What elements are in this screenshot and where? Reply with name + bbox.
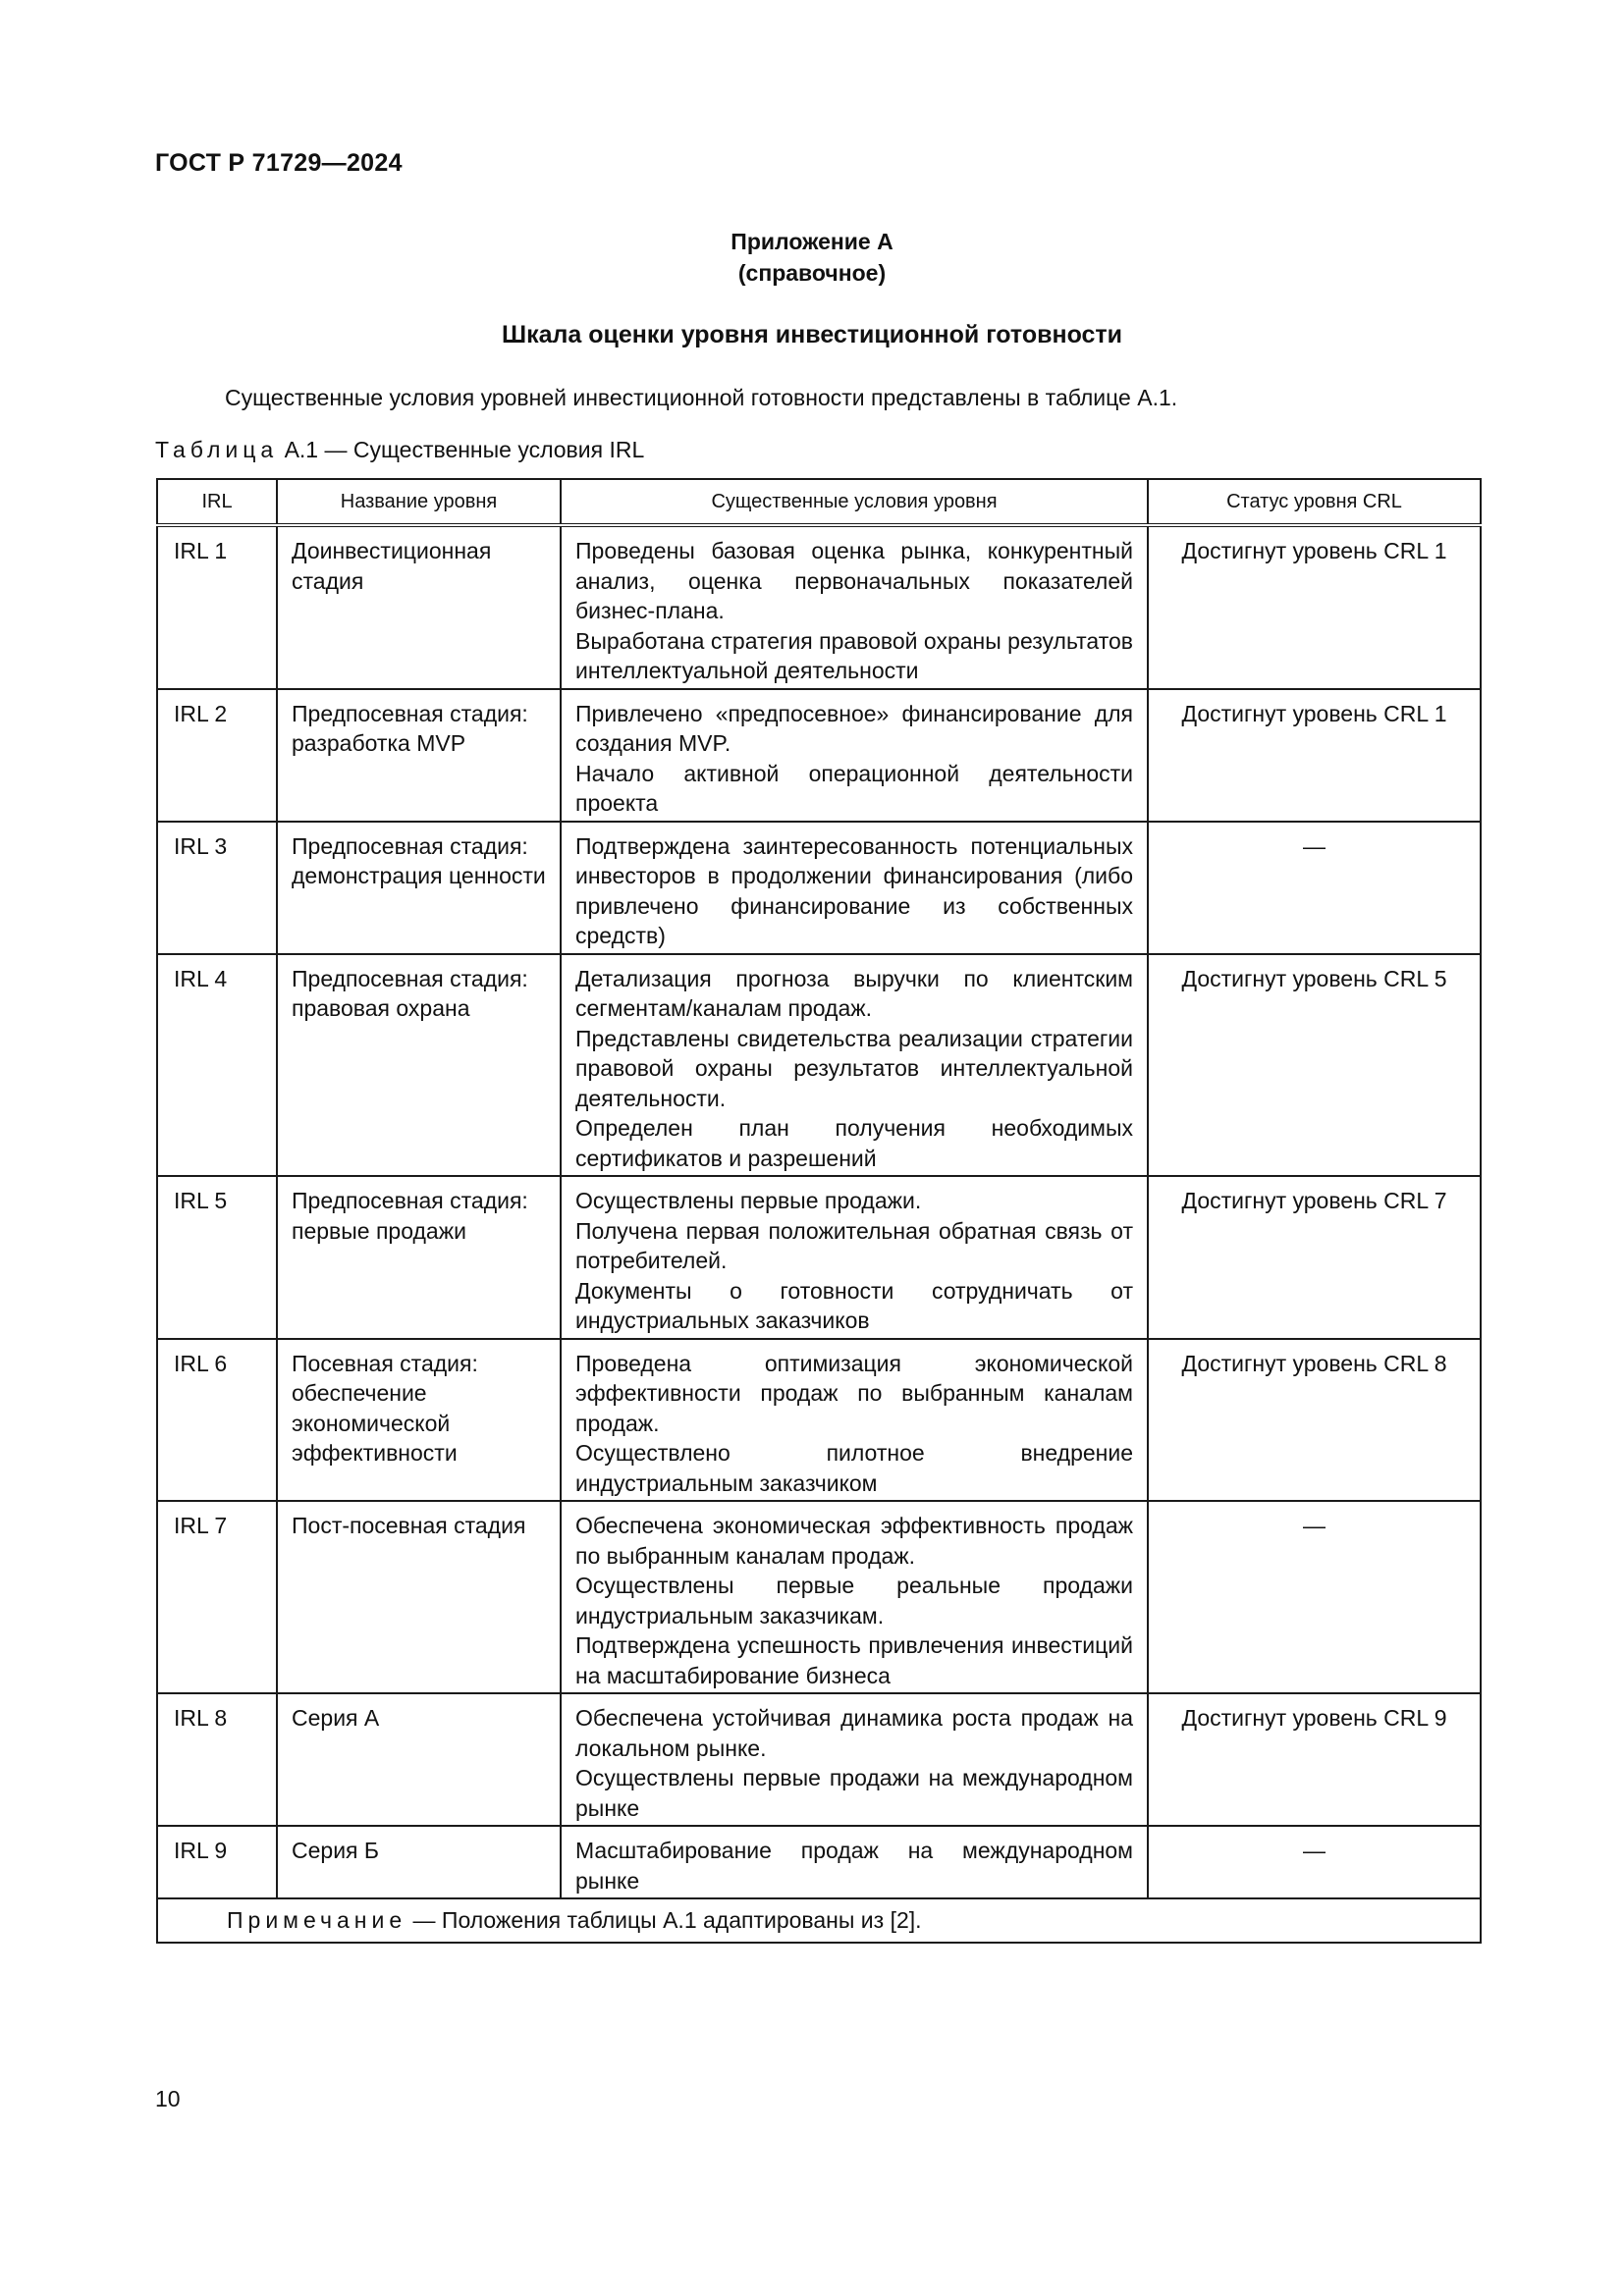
condition-text: Осуществлено пилотное внедрение индустриальным заказчиком [575, 1440, 1133, 1496]
condition-text: Обеспечена экономическая эффективность продаж по выбранным каналам продаж. [575, 1513, 1133, 1569]
irl-cell: IRL 4 [157, 954, 277, 1177]
level-name-cell: Доинвестиционная стадия [277, 525, 561, 689]
table-caption-text: А.1 — Существенные условия IRL [284, 437, 645, 462]
page-number: 10 [155, 2086, 181, 2111]
conditions-cell [561, 954, 1148, 1177]
table-note [157, 1898, 1481, 1943]
irl-table-container [156, 478, 1480, 1944]
condition-text: Получена первая положительная обратная связь от потребителей. [575, 1217, 1133, 1273]
table-row [157, 1693, 1481, 1826]
table-note-row [157, 1898, 1481, 1943]
condition-text: Подтверждена заинтересованность потенциальных инвесторов в продолжении финансирования (либо привлечено финансирование из собственных средств) [575, 832, 1133, 948]
irl-cell: IRL 9 [157, 1826, 277, 1898]
condition-text: Осуществлены первые продажи на международном рынке [575, 1765, 1133, 1821]
crl-status-cell: Достигнут уровень CRL 5 [1148, 954, 1481, 1177]
condition-text: Осуществлены первые продажи. [575, 1188, 922, 1213]
condition-text: Масштабирование продаж на международном рынке [575, 1838, 1133, 1894]
irl-cell: IRL 7 [157, 1501, 277, 1693]
table-body [157, 525, 1481, 1898]
conditions-cell [561, 1501, 1148, 1693]
condition-text: Подтверждена успешность привлечения инвестиций на масштабирование бизнеса [575, 1632, 1133, 1688]
crl-status-cell: Достигнут уровень CRL 1 [1148, 689, 1481, 822]
table-caption [155, 437, 644, 463]
irl-cell: IRL 6 [157, 1339, 277, 1502]
condition-text: Документы о готовности сотрудничать от индустриальных заказчиков [575, 1277, 1133, 1333]
table-note-text: — Положения таблицы А.1 адаптированы из [2]. [412, 1907, 922, 1933]
table-note-label: Примечание [227, 1907, 407, 1933]
table-row [157, 1176, 1481, 1339]
level-name-cell: Пост-посевная стадия [277, 1501, 561, 1693]
table-row [157, 822, 1481, 954]
appendix-kind: (справочное) [737, 260, 887, 286]
conditions-cell [561, 525, 1148, 689]
conditions-cell [561, 1693, 1148, 1826]
table-row [157, 1826, 1481, 1898]
crl-status-cell: Достигнут уровень CRL 8 [1148, 1339, 1481, 1502]
irl-cell: IRL 8 [157, 1693, 277, 1826]
condition-text: Проведена оптимизация экономической эффективности продаж по выбранным каналам продаж. [575, 1350, 1133, 1436]
level-name-cell: Предпосевная стадия: правовая охрана [277, 954, 561, 1177]
column-header-irl: IRL [157, 479, 277, 525]
irl-cell: IRL 1 [157, 525, 277, 689]
table-caption-label: Таблица [155, 437, 279, 462]
irl-cell: IRL 2 [157, 689, 277, 822]
table-row [157, 1339, 1481, 1502]
level-name-cell: Серия А [277, 1693, 561, 1826]
table-row [157, 689, 1481, 822]
condition-text: Представлены свидетельства реализации стратегии правовой охраны результатов интеллектуальной деятельности. [575, 1025, 1133, 1111]
conditions-cell [561, 1826, 1148, 1898]
condition-text: Привлечено «предпосевное» финансирование для создания MVP. [575, 700, 1133, 756]
level-name-cell: Посевная стадия: обеспечение экономической эффективности [277, 1339, 561, 1502]
level-name-cell: Предпосевная стадия: разработка MVP [277, 689, 561, 822]
crl-status-cell: — [1148, 822, 1481, 954]
conditions-cell [561, 822, 1148, 954]
table-row [157, 1501, 1481, 1693]
conditions-cell [561, 1176, 1148, 1339]
level-name-cell: Серия Б [277, 1826, 561, 1898]
condition-text: Начало активной операционной деятельности проекта [575, 760, 1133, 816]
irl-cell: IRL 3 [157, 822, 277, 954]
condition-text: Проведены базовая оценка рынка, конкурентный анализ, оценка первоначальных показателей бизнес-плана. [575, 538, 1133, 623]
condition-text: Осуществлены первые реальные продажи индустриальным заказчикам. [575, 1573, 1133, 1629]
irl-cell: IRL 5 [157, 1176, 277, 1339]
conditions-cell [561, 689, 1148, 822]
conditions-cell [561, 1339, 1148, 1502]
intro-paragraph: Существенные условия уровней инвестиционной готовности представлены в таблице А.1. [225, 385, 1178, 410]
crl-status-cell: Достигнут уровень CRL 1 [1148, 525, 1481, 689]
level-name-cell: Предпосевная стадия: демонстрация ценности [277, 822, 561, 954]
crl-status-cell: Достигнут уровень CRL 9 [1148, 1693, 1481, 1826]
column-header-crl-status: Статус уровня CRL [1148, 479, 1481, 525]
condition-text: Выработана стратегия правовой охраны результатов интеллектуальной деятельности [575, 627, 1133, 683]
condition-text: Детализация прогноза выручки по клиентским сегментам/каналам продаж. [575, 965, 1133, 1021]
table-row [157, 525, 1481, 689]
section-title: Шкала оценки уровня инвестиционной готовности [501, 321, 1123, 348]
level-name-cell: Предпосевная стадия: первые продажи [277, 1176, 561, 1339]
crl-status-cell: — [1148, 1826, 1481, 1898]
table-header-row [157, 479, 1481, 525]
condition-text: Определен план получения необходимых сертификатов и разрешений [575, 1115, 1133, 1171]
condition-text: Обеспечена устойчивая динамика роста продаж на локальном рынке. [575, 1705, 1133, 1761]
document-code: ГОСТ Р 71729—2024 [155, 149, 403, 177]
column-header-level-name: Название уровня [277, 479, 561, 525]
crl-status-cell: — [1148, 1501, 1481, 1693]
column-header-conditions: Существенные условия уровня [561, 479, 1148, 525]
irl-table [156, 478, 1482, 1944]
table-row [157, 954, 1481, 1177]
crl-status-cell: Достигнут уровень CRL 7 [1148, 1176, 1481, 1339]
appendix-title: Приложение А [731, 229, 893, 254]
